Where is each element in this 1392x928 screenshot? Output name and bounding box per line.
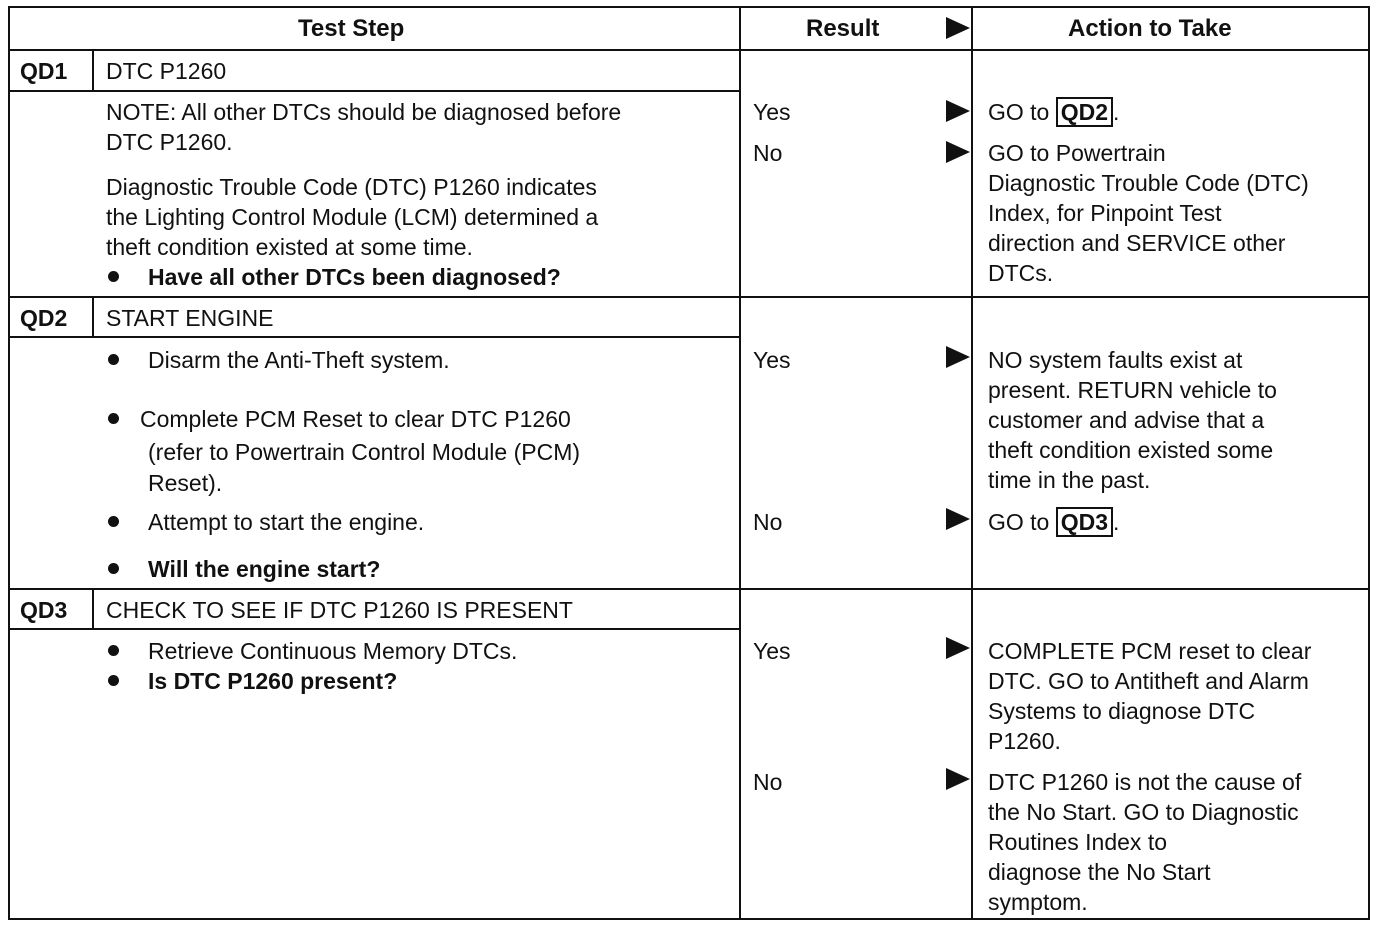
frame-bottom [8,918,1370,920]
qd2-bullet3: Attempt to start the engine. [148,509,425,535]
frame-right [1368,6,1370,920]
qd3-yes-arrow-icon [946,637,970,659]
qd1-result-no: No [753,140,783,166]
qd1-desc-line3: theft condition existed at some time. [106,234,473,260]
qd1-no-action-line4: direction and SERVICE other [988,230,1286,256]
id-divider-qd3 [92,588,94,628]
qd1-yes-action-period: . [1113,99,1120,125]
frame-top [8,6,1370,8]
step-title-qd2: START ENGINE [106,305,274,331]
qd2-bullet2-line1: Complete PCM Reset to clear DTC P1260 [140,406,571,432]
header-result: Result [806,15,880,42]
qd1-desc-line2: the Lighting Control Module (LCM) determined a [106,204,599,230]
qd1-question-bullet-icon [108,271,119,282]
qd1-question: Have all other DTCs been diagnosed? [148,264,561,290]
qd1-yes-action [988,97,1119,127]
header-test-step: Test Step [298,15,405,42]
qd1-no-action-line3: Index, for Pinpoint Test [988,200,1222,226]
section-divider-qd3 [8,588,1370,590]
qd1-note-line2: DTC P1260. [106,129,233,155]
qd1-desc-line1: Diagnostic Trouble Code (DTC) P1260 indicates [106,174,597,200]
qd2-yes-arrow-icon [946,346,970,368]
title-underline-qd3 [8,628,739,630]
qd3-yes-action-line1: COMPLETE PCM reset to clear [988,638,1312,664]
id-divider-qd2 [92,296,94,336]
qd1-note-line1: NOTE: All other DTCs should be diagnosed before [106,99,622,125]
title-underline-qd1 [8,90,739,92]
header-divider [8,49,1370,51]
qd3-no-action-line3: Routines Index to [988,829,1168,855]
qd2-no-action [988,507,1119,537]
step-id-qd1: QD1 [20,58,68,84]
qd3-no-action-line5: symptom. [988,889,1088,915]
header-action: Action to Take [1068,15,1232,42]
qd2-yes-action-line3: customer and advise that a [988,407,1265,433]
step-id-qd2: QD2 [20,305,68,331]
qd2-yes-action-line5: time in the past. [988,467,1151,493]
qd2-result-no: No [753,509,783,535]
qd3-bullet1-icon [108,645,119,656]
qd2-no-arrow-icon [946,508,970,530]
qd1-yes-action-text: GO to [988,99,1056,125]
qd3-question-bullet-icon [108,675,119,686]
section-divider-qd2 [8,296,1370,298]
qd2-bullet1: Disarm the Anti-Theft system. [148,347,450,373]
qd1-no-action-line1: GO to Powertrain [988,140,1166,166]
qd3-no-action-line4: diagnose the No Start [988,859,1211,885]
qd2-yes-action-line1: NO system faults exist at [988,347,1243,373]
qd1-no-arrow-icon [946,141,970,163]
title-underline-qd2 [8,336,739,338]
qd2-bullet2-line2: (refer to Powertrain Control Module (PCM) [148,439,581,465]
qd1-yes-arrow-icon [946,100,970,122]
qd2-question: Will the engine start? [148,556,381,582]
qd3-no-action-line2: the No Start. GO to Diagnostic [988,799,1299,825]
qd2-no-action-text: GO to [988,509,1056,535]
qd2-bullet2-line3: Reset). [148,470,223,496]
qd3-yes-action-line2: DTC. GO to Antitheft and Alarm [988,668,1309,694]
qd3-question: Is DTC P1260 present? [148,668,398,694]
qd1-no-action-line2: Diagnostic Trouble Code (DTC) [988,170,1309,196]
frame-left [8,6,10,920]
qd1-no-action-line5: DTCs. [988,260,1054,286]
qd2-bullet1-icon [108,354,119,365]
qd2-bullet3-icon [108,516,119,527]
qd2-yes-action-line4: theft condition existed some [988,437,1274,463]
divider-result [739,6,741,920]
qd3-result-yes: Yes [753,638,791,664]
qd3-yes-action-line3: Systems to diagnose DTC [988,698,1256,724]
qd3-no-action-line1: DTC P1260 is not the cause of [988,769,1302,795]
step-title-qd1: DTC P1260 [106,58,227,84]
qd2-no-action-period: . [1113,509,1120,535]
header-arrow-icon [946,17,970,39]
qd2-bullet2-icon [108,413,119,424]
qd3-result-no: No [753,769,783,795]
qd3-yes-action-line4: P1260. [988,728,1061,754]
qd1-result-yes: Yes [753,99,791,125]
id-divider-qd1 [92,49,94,90]
qd2-yes-action-line2: present. RETURN vehicle to [988,377,1277,403]
step-id-qd3: QD3 [20,597,68,623]
qd2-question-bullet-icon [108,563,119,574]
qd3-no-arrow-icon [946,768,970,790]
qd1-yes-action-ref[interactable]: QD2 [1056,97,1113,127]
qd2-result-yes: Yes [753,347,791,373]
qd3-bullet1: Retrieve Continuous Memory DTCs. [148,638,518,664]
step-title-qd3: CHECK TO SEE IF DTC P1260 IS PRESENT [106,597,573,623]
qd2-no-action-ref[interactable]: QD3 [1056,507,1113,537]
divider-action [971,6,973,920]
